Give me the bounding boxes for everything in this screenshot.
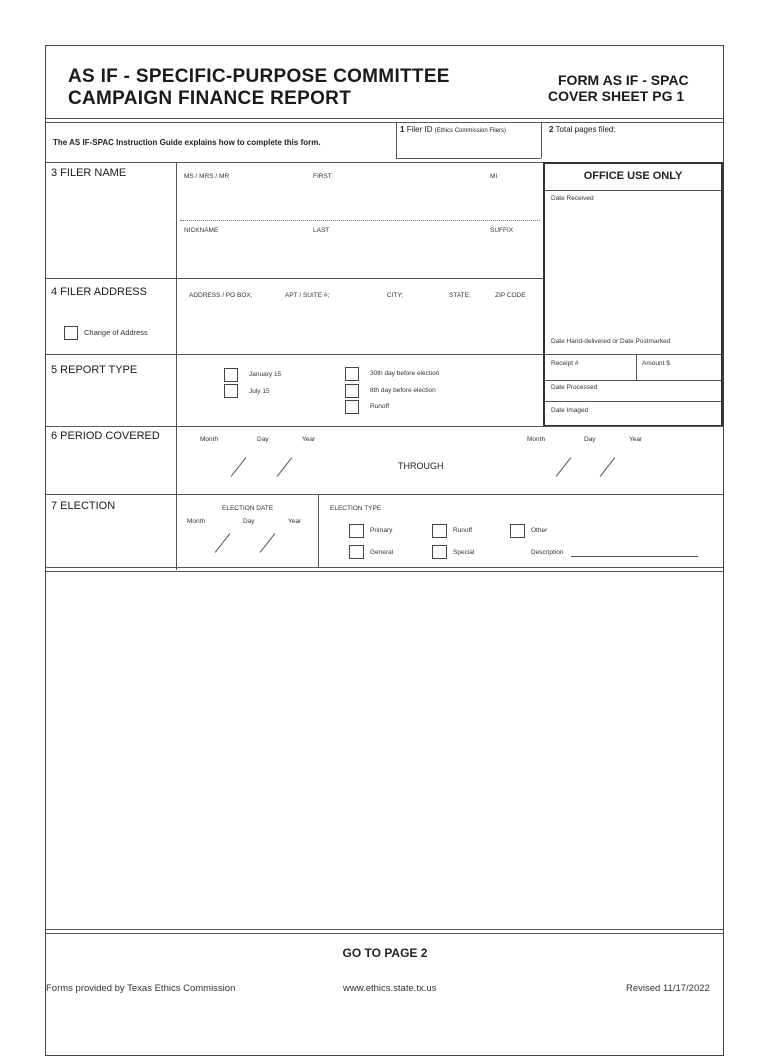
period-to-input[interactable] [520, 446, 670, 482]
suffix-label: SUFFIX [490, 227, 514, 234]
other-checkbox[interactable] [510, 524, 525, 538]
january-15-checkbox[interactable] [224, 368, 238, 382]
date-received-label: Date Received [551, 195, 594, 202]
blank-area [46, 572, 723, 928]
report-type-label: 5 REPORT TYPE [51, 364, 138, 376]
change-of-address-label: Change of Address [84, 328, 148, 337]
ms-mrs-mr-label: MS / MRS / MR [184, 173, 230, 180]
election-month-label: Month [187, 518, 206, 525]
period-covered-label: 6 PERIOD COVERED [51, 430, 160, 442]
primary-label: Primary [370, 527, 393, 534]
footer-divider [46, 929, 723, 934]
amount-label: Amount $ [642, 360, 670, 367]
30th-day-label: 30th day before election [370, 370, 440, 377]
state-label: STATE; [449, 292, 471, 299]
website-link[interactable]: www.ethics.state.tx.us [343, 983, 437, 994]
date-processed-label: Date Processed [551, 384, 598, 391]
period-to-year-label: Year [629, 436, 643, 443]
period-from-year-label: Year [302, 436, 316, 443]
mi-label: MI [490, 173, 498, 180]
election-day-label: Day [243, 518, 255, 525]
primary-checkbox[interactable] [349, 524, 364, 538]
election-label: 7 ELECTION [51, 500, 116, 512]
general-checkbox[interactable] [349, 545, 364, 559]
through-label: THROUGH [398, 461, 444, 471]
nickname-label: NICKNAME [184, 227, 219, 234]
period-to-month-label: Month [527, 436, 546, 443]
change-of-address-checkbox[interactable] [64, 326, 78, 340]
date-hand-delivered-label: Date Hand-delivered or Date Postmarked [551, 338, 671, 345]
address-input[interactable] [180, 303, 540, 351]
filer-address-label: 4 FILER ADDRESS [51, 286, 147, 298]
special-label: Special [453, 549, 475, 556]
total-pages-number: 2 [549, 125, 554, 134]
filer-id-label: Filer ID [406, 125, 433, 134]
form-page-label: COVER SHEET PG 1 [548, 88, 685, 104]
period-from-month-label: Month [200, 436, 219, 443]
instruction-text: The AS IF-SPAC Instruction Guide explains how to complete this form. [53, 138, 321, 147]
filer-name-label: 3 FILER NAME [51, 167, 127, 179]
first-name-label: FIRST [313, 173, 332, 180]
last-name-label: LAST [313, 227, 330, 234]
runoff-election-label: Runoff [453, 527, 473, 534]
nickname-input[interactable] [180, 237, 540, 275]
election-type-label: ELECTION TYPE [330, 505, 382, 512]
total-pages-field[interactable] [549, 125, 616, 134]
go-to-page-label: GO TO PAGE 2 [342, 946, 428, 960]
description-label: Description [531, 549, 564, 556]
filer-id-number: 1 [400, 125, 405, 134]
apt-label: APT / SUITE #; [285, 292, 330, 299]
runoff-election-checkbox[interactable] [432, 524, 447, 538]
form-title-line1: AS IF - SPECIFIC-PURPOSE COMMITTEE [68, 66, 450, 87]
period-from-input[interactable] [182, 446, 332, 482]
8th-day-checkbox[interactable] [345, 384, 359, 398]
date-imaged-label: Date Imaged [551, 407, 589, 414]
general-label: General [370, 549, 394, 556]
election-year-label: Year [288, 518, 302, 525]
election-date-label: ELECTION DATE [222, 505, 274, 512]
runoff-report-label: Runoff [370, 403, 390, 410]
zip-label: ZIP CODE [495, 292, 526, 299]
receipt-label: Receipt # [551, 360, 579, 367]
form-id: FORM AS IF - SPAC [558, 72, 689, 88]
office-use-title: OFFICE USE ONLY [583, 170, 683, 182]
other-label: Other [531, 527, 548, 534]
30th-day-checkbox[interactable] [345, 367, 359, 381]
total-pages-label: Total pages filed: [555, 125, 616, 134]
description-input[interactable] [571, 556, 698, 557]
july-15-checkbox[interactable] [224, 384, 238, 398]
special-checkbox[interactable] [432, 545, 447, 559]
revised-date: Revised 11/17/2022 [626, 983, 710, 994]
july-15-label: July 15 [249, 388, 270, 395]
address-label: ADDRESS / PO BOX; [189, 292, 253, 299]
election-date-input[interactable] [182, 528, 314, 560]
form-title-line2: CAMPAIGN FINANCE REPORT [68, 88, 352, 109]
8th-day-label: 8th day before election [370, 387, 436, 394]
runoff-report-checkbox[interactable] [345, 400, 359, 414]
provided-by-text: Forms provided by Texas Ethics Commission [46, 983, 236, 994]
city-label: CITY; [387, 292, 404, 299]
period-from-day-label: Day [257, 436, 269, 443]
header-divider [46, 118, 723, 123]
filer-name-input[interactable] [180, 182, 540, 216]
filer-id-note: (Ethics Commission Filers) [434, 128, 507, 134]
filer-id-field[interactable] [400, 125, 506, 134]
january-15-label: January 15 [249, 371, 282, 378]
period-to-day-label: Day [584, 436, 596, 443]
